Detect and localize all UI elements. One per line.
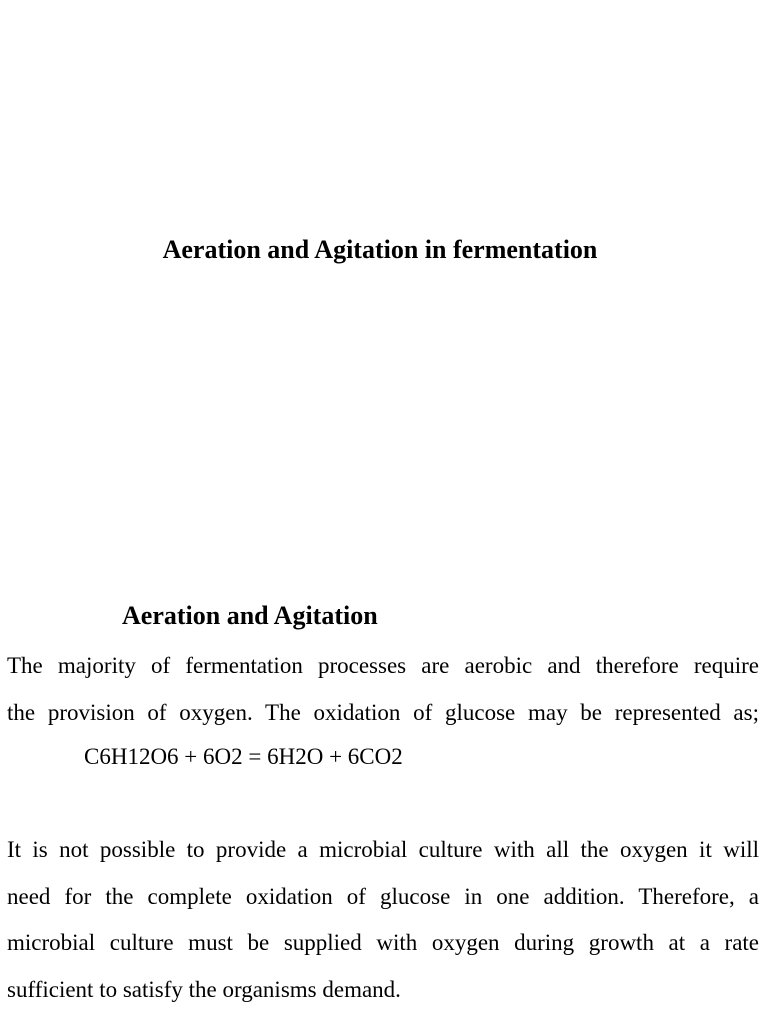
paragraph-line: It is not possible to provide a microbial culture with all the oxygen it will	[7, 837, 759, 862]
paragraph-line: sufficient to satisfy the organisms demand.	[7, 976, 401, 1002]
paragraph-oxygen-supply	[7, 827, 759, 1013]
paragraph-line: The majority of fermentation processes are aerobic and therefore require	[7, 653, 759, 678]
paragraph-line: the provision of oxygen. The oxidation of glucose may be represented as;	[7, 699, 759, 725]
page-title: Aeration and Agitation in fermentation	[162, 235, 598, 264]
paragraph-line: microbial culture must be supplied with oxygen during growth at a rate	[7, 930, 759, 955]
paragraph-intro	[7, 643, 759, 736]
section-heading: Aeration and Agitation	[122, 601, 378, 630]
paragraph-line: need for the complete oxidation of glucose in one addition. Therefore, a	[7, 883, 759, 909]
chemical-equation: C6H12O6 + 6O2 = 6H2O + 6CO2	[84, 744, 403, 769]
